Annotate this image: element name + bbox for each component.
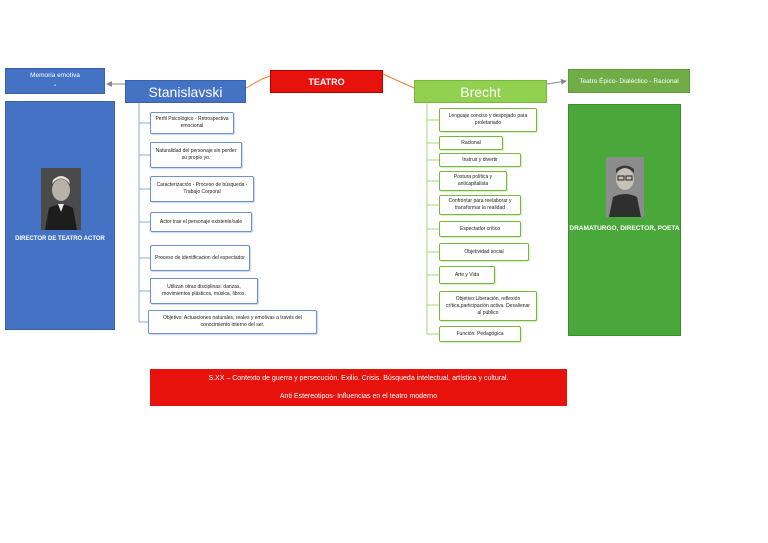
context-line-2: Anti Estereotipos- Influencias en el teatro moderno <box>279 392 438 400</box>
stanislavski-item: Objetivo: Actuaciones naturales, reales y emotivas a través del conocimiento interno del ser. <box>148 310 317 334</box>
brecht-portrait-icon <box>606 157 644 217</box>
teatro-epico-node: Teatro Épico- Dialéctico - Racional <box>568 69 690 93</box>
brecht-panel-caption: DRAMATURGO, DIRECTOR, POETA <box>569 225 680 232</box>
brecht-item: Función: Pedagógica <box>439 326 521 342</box>
stanislavski-panel-caption: DIRECTOR DE TEATRO ACTOR <box>15 236 105 242</box>
stanislavski-profile-panel <box>5 101 115 330</box>
brecht-item: Postura política y anticapitalista <box>439 171 507 191</box>
stanislavski-item: Perfil Psicológico - Retrospectiva emocional <box>150 112 234 134</box>
brecht-title-node: Brecht <box>414 80 547 103</box>
brecht-item: Lenguaje conciso y despojado para proletariado <box>439 108 537 132</box>
context-line-1: S.XX – Contexto de guerra y persecución. Exilio. Crisis. Búsqueda intelectual, artística y cultural. <box>208 374 509 382</box>
brecht-item: Objetividad social <box>439 243 529 261</box>
stanislavski-item: Proceso de identificacion del espectador <box>150 245 250 271</box>
brecht-item: Espectador crítico <box>439 221 521 237</box>
brecht-profile-panel <box>568 104 681 336</box>
stanislavski-item: Naturalidad del personaje sin perder su propio yo. <box>150 142 242 168</box>
context-banner <box>150 369 567 406</box>
stanislavski-item: Caracterización - Proceso de búsqueda - Trabajo Corporal <box>150 176 254 202</box>
brecht-item: Confrontar para reelaborar y transformar la realidad <box>439 195 521 215</box>
brecht-item: Arte y Vida <box>439 266 495 284</box>
stanislavski-item: Actor trae el personaje existente/sale <box>150 212 252 232</box>
stanislavski-item: Utilizan otras disciplinas: danzas, movimientos plásticos, música, libros. <box>150 278 258 304</box>
teatro-central-node: TEATRO <box>270 70 383 93</box>
memoria-emotiva-mark: - <box>53 82 57 89</box>
brecht-item: Racional <box>439 136 503 150</box>
brecht-item: Objetivo:Liberación, reflexión crítica,participación activa. Desalienar al público <box>439 291 537 321</box>
memoria-emotiva-label: Memoria emotiva <box>30 72 80 79</box>
stanislavski-title-node: Stanislavski <box>125 80 246 103</box>
brecht-item: Instruir y divertir <box>439 153 521 167</box>
stanislavski-portrait-icon <box>41 168 81 230</box>
memoria-emotiva-node <box>5 68 105 94</box>
